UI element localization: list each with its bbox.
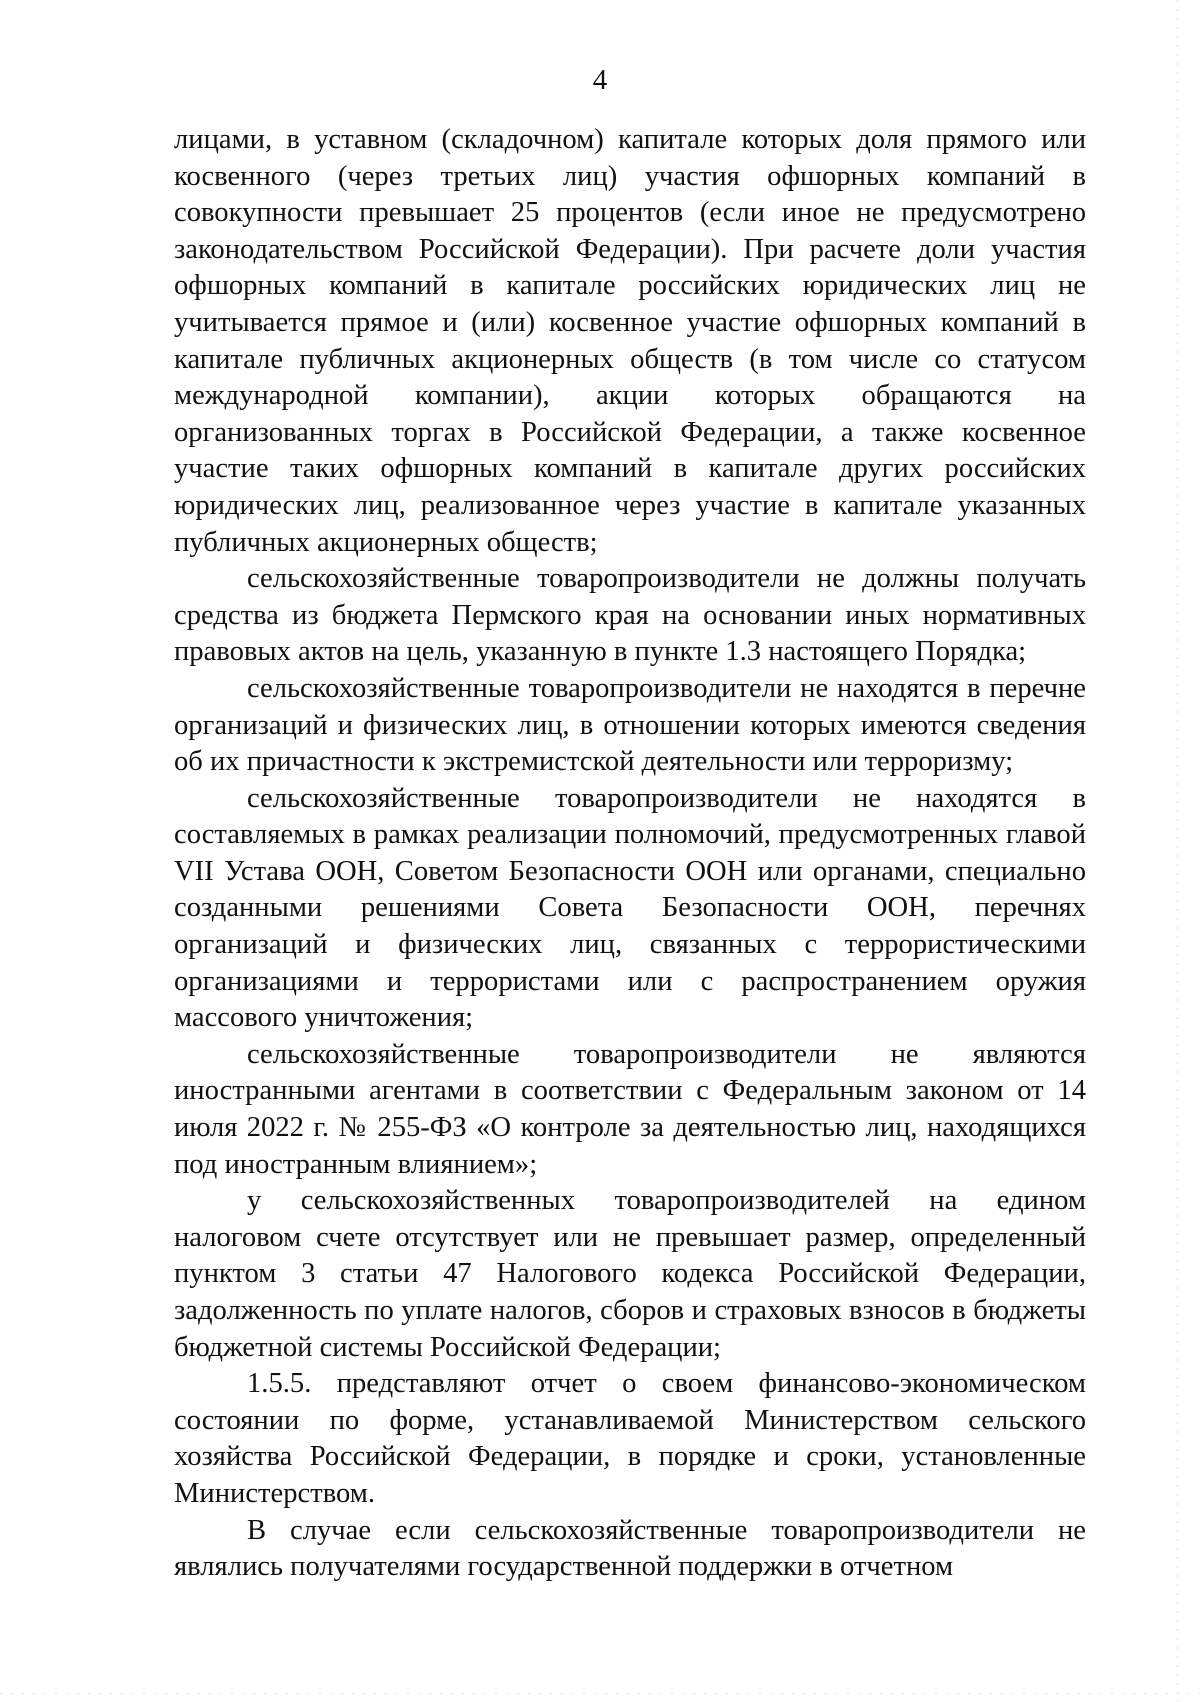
paragraph-budget-funds: сельскохозяйственные товаропроизводители не должны получать средства из бюджета Пермского края на основании иных нормативных правовых актов на цель, указанную в пункте 1.3 настоящего Порядка;: [174, 563, 1086, 668]
paragraph-extremism-list: сельскохозяйственные товаропроизводители не находятся в перечне организаций и физических лиц, в отношении которых имеются сведения об их причастности к экстремистской деятельности или терроризму;: [174, 672, 1086, 778]
paragraph-offshore-participation: лицами, в уставном (складочном) капитале которых доля прямого или косвенного (через третьих лиц) участия офшорных компаний в совокупности превышает 25 процентов (если иное не предусмотрено законодательством Российской Федерации). При расчете доли участия офшорных компаний в капитале российских юридических лиц не учитывается прямое и (или) косвенное участие офшорных компаний в капитале публичных акционерных обществ (в том числе со статусом международной компании), акции которых обращаются на организованных торгах в Российской Федерации, а также косвенное участие таких офшорных компаний в капитале других российских юридических лиц, реализованное через участие в капитале указанных публичных акционерных обществ;: [174, 124, 1086, 558]
scan-edge-bottom: [0, 1693, 1200, 1694]
paragraph-foreign-agents: сельскохозяйственные товаропроизводители не являются иностранными агентами в соответствии с Федеральным законом от 14 июля 2022 г. № 255-ФЗ «О контроле за деятельностью лиц, находящихся под иностранным влиянием»;: [174, 1038, 1086, 1180]
scan-edge-right: [1177, 0, 1178, 1702]
page-number: 4: [592, 64, 608, 96]
paragraph-financial-report: 1.5.5. представляют отчет о своем финансово-экономическом состоянии по форме, устанавливаемой Министерством сельского хозяйства Российской Федерации, в порядке и сроки, установленные Министерством.: [174, 1368, 1086, 1509]
paragraph-tax-debt: у сельскохозяйственных товаропроизводителей на едином налоговом счете отсутствует или не превышает размер, определенный пунктом 3 статьи 47 Налогового кодекса Российской Федерации, задолженность по уплате налогов, сборов и страховых взносов в бюджеты бюджетной системы Российской Федерации;: [174, 1185, 1086, 1363]
paragraph-no-state-support: В случае если сельскохозяйственные товаропроизводители не являлись получателями государственной поддержки в отчетном: [174, 1514, 1086, 1583]
document-body: [174, 122, 1086, 1586]
paragraph-un-sanctions-list: сельскохозяйственные товаропроизводители не находятся в составляемых в рамках реализации полномочий, предусмотренных главой VII Устава ООН, Советом Безопасности ООН или органами, специально созданными решениями Совета Безопасности ООН, перечнях организаций и физических лиц, связанных с террористическими организациями и террористами или с распространением оружия массового уничтожения;: [174, 782, 1086, 1034]
